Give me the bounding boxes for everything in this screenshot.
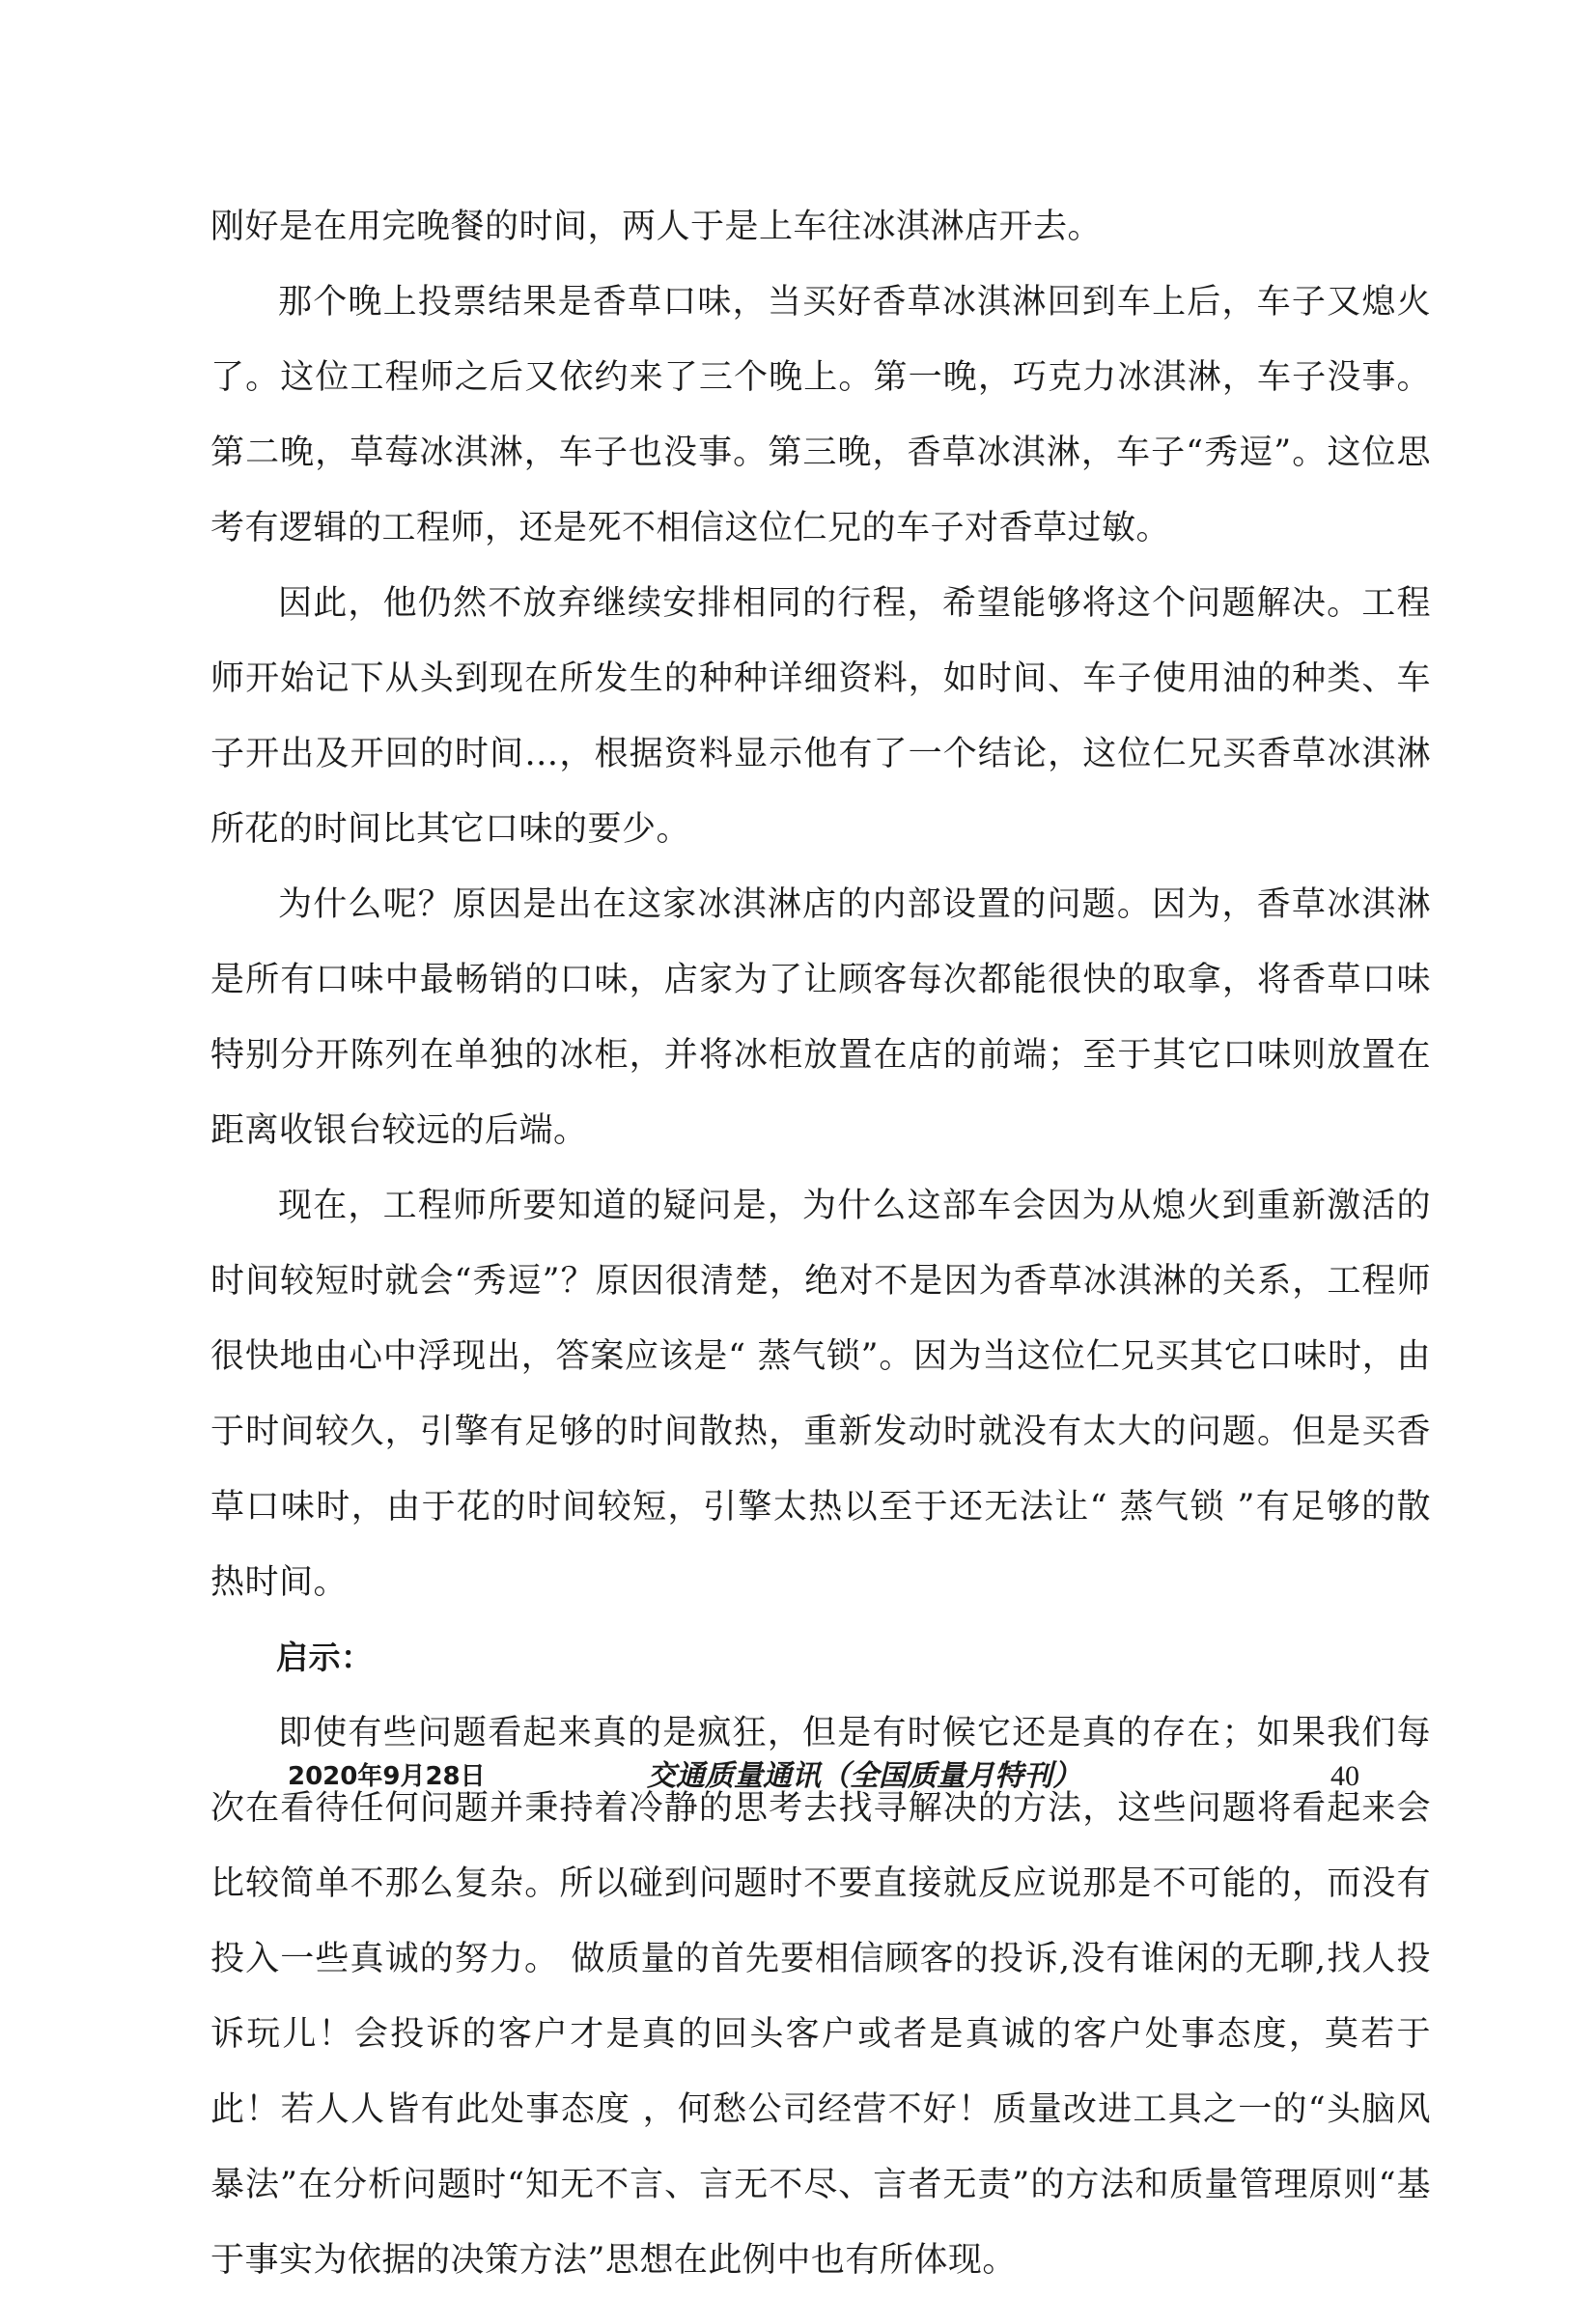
paragraph-record-data: 因此，他仍然不放弃继续安排相同的行程，希望能够将这个问题解决。工程师开始记下从头到现在所发生的种种详细资料，如时间、车子使用油的种类、车子开出及开回的时间…，根据资料显示他有了一个结论，这位仁兄买香草冰淇淋所花的时间比其它口味的要少。 bbox=[210, 584, 1431, 849]
footer-date: 2020年9月28日 bbox=[288, 1762, 486, 1791]
paragraph-vapor-lock: 现在，工程师所要知道的疑问是，为什么这部车会因为从熄火到重新激活的时间较短时就会“秀逗”？原因很清楚，绝对不是因为香草冰淇淋的关系，工程师很快地由心中浮现出，答案应该是“ 蒸气锁”。因为当这位仁兄买其它口味时，由于时间较久，引擎有足够的时间散热，重新发动时就没有太大的问题。但是买香草口味时，由于花的时间较短，引擎太热以至于还无法让“ 蒸气锁 ”有足够的散热时间。 bbox=[210, 1187, 1431, 1602]
paragraph-store-layout: 为什么呢？原因是出在这家冰淇淋店的内部设置的问题。因为，香草冰淇淋是所有口味中最畅销的口味，店家为了让顾客每次都能很快的取拿，将香草口味特别分开陈列在单独的冰柜，并将冰柜放置在店的前端；至于其它口味则放置在距离收银台较远的后端。 bbox=[210, 885, 1431, 1150]
section-heading: 启示： bbox=[276, 1639, 374, 1676]
page-number: 40 bbox=[1330, 1760, 1359, 1792]
paragraph-continuation: 刚好是在用完晚餐的时间，两人于是上车往冰淇淋店开去。 bbox=[210, 208, 1103, 246]
footer-publication-title: 交通质量通讯（全国质量月特刊） bbox=[647, 1759, 1081, 1793]
article-body bbox=[210, 189, 1431, 2298]
paragraph-vote-result: 那个晚上投票结果是香草口味，当买好香草冰淇淋回到车上后，车子又熄火了。这位工程师之后又依约来了三个晚上。第一晚，巧克力冰淇淋，车子没事。第二晚，草莓冰淇淋，车子也没事。第三晚，香草冰淇淋，车子“秀逗”。这位思考有逻辑的工程师，还是死不相信这位仁兄的车子对香草过敏。 bbox=[210, 283, 1431, 547]
paragraph-lesson: 即使有些问题看起来真的是疯狂，但是有时候它还是真的存在；如果我们每次在看待任何问题并秉持着冷静的思考去找寻解决的方法，这些问题将看起来会比较简单不那么复杂。所以碰到问题时不要直接就反应说那是不可能的，而没有投入一些真诚的努力。 做质量的首先要相信顾客的投诉,没有谁闲的无聊,找人投诉玩儿！会投诉的客户才是真的回头客户或者是真诚的客户处事态度，莫若于此！若人人皆有此处事态度 ，何愁公司经营不好！质量改进工具之一的“头脑风暴法”在分析问题时“知无不言、言无不尽、言者无责”的方法和质量管理原则“基于事实为依据的决策方法”思想在此例中也有所体现。 bbox=[210, 1714, 1431, 2280]
